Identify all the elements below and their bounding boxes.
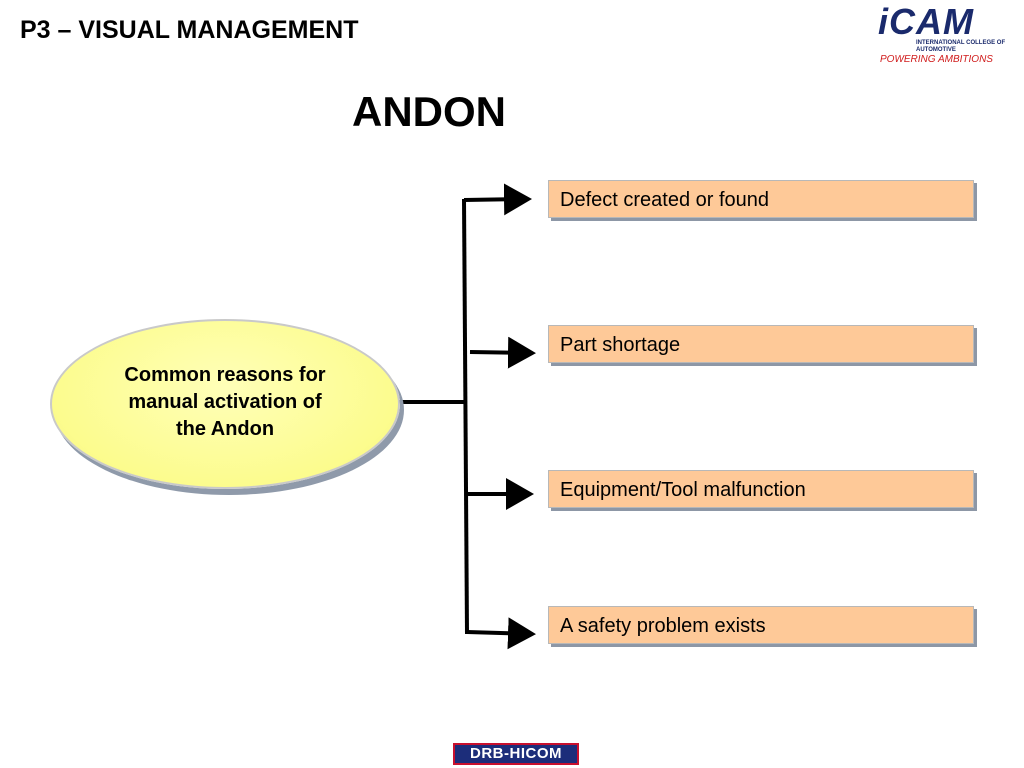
reason-box-safety: A safety problem exists	[548, 606, 974, 644]
reason-box-defect: Defect created or found	[548, 180, 974, 218]
logo-tagline: POWERING AMBITIONS	[880, 54, 993, 65]
reason-box-part-shortage: Part shortage	[548, 325, 974, 363]
drb-hicom-logo: DRB-HICOM	[453, 743, 579, 765]
arrow-to-defect	[464, 199, 528, 200]
page-title: ANDON	[352, 88, 506, 135]
reason-box-equipment: Equipment/Tool malfunction	[548, 470, 974, 508]
logo-brand: iCAM	[878, 1, 974, 42]
arrow-to-safety	[467, 632, 532, 634]
center-ellipse	[50, 319, 400, 489]
arrow-to-part-shortage	[470, 352, 532, 353]
vertical-spine	[464, 199, 467, 634]
logo-subtitle: INTERNATIONAL COLLEGE OF AUTOMOTIVE	[916, 40, 1006, 53]
section-title: P3 – VISUAL MANAGEMENT	[20, 16, 359, 44]
center-ellipse-text: Common reasons for manual activation of the Andon	[124, 363, 326, 440]
